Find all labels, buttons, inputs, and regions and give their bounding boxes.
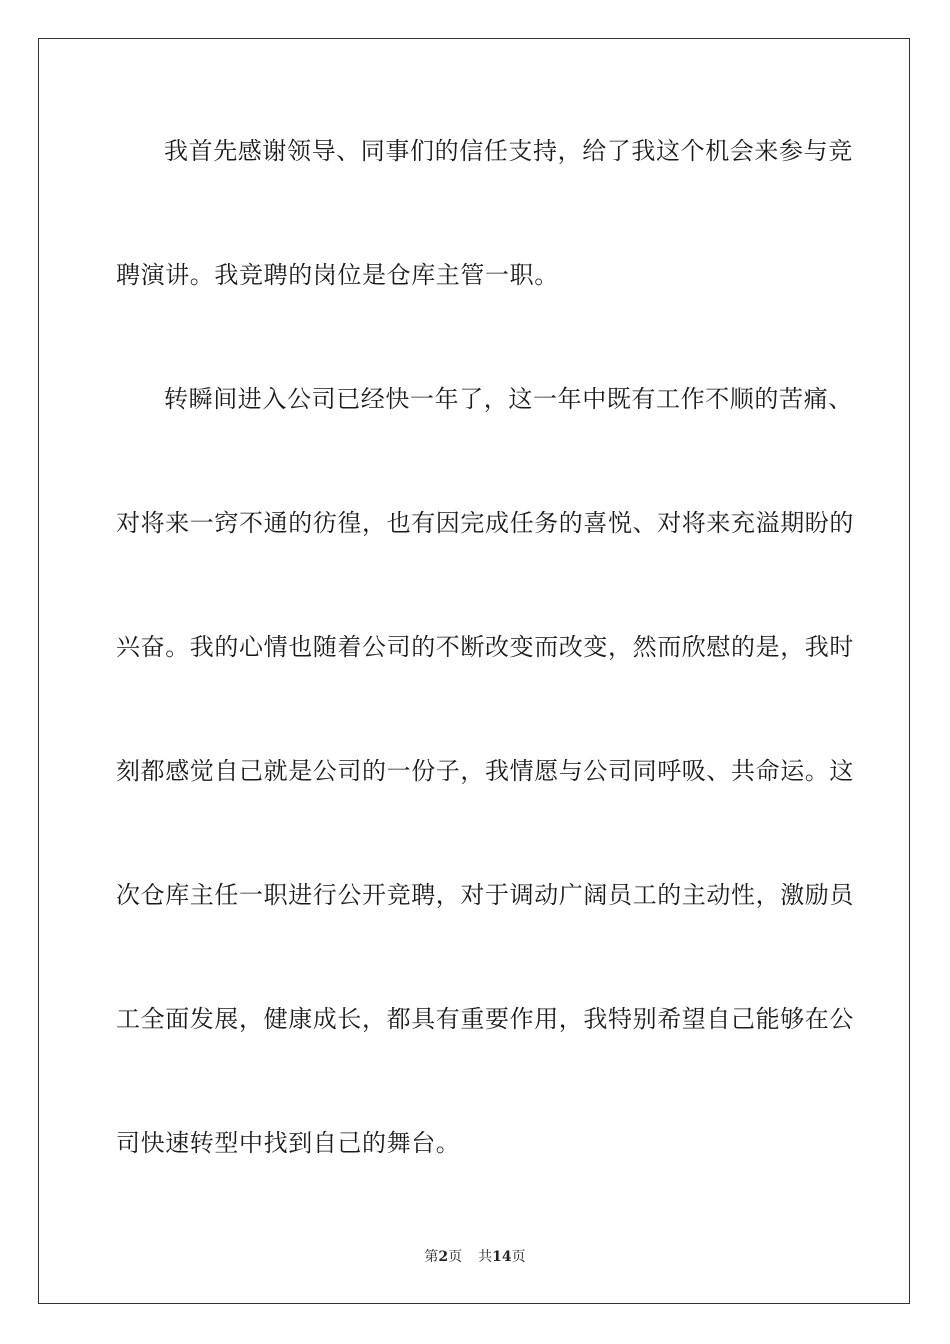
paragraph-2-line-4: 刻都感觉自己就是公司的一份子，我情愿与公司同呼吸、共命运。这 [116,757,854,785]
page-border [38,38,910,1304]
page-footer [0,1248,950,1266]
paragraph-2-line-5: 次仓库主任一职进行公开竞聘，对于调动广阔员工的主动性，激励员 [116,881,854,909]
paragraph-2-line-3: 兴奋。我的心情也随着公司的不断改变而改变，然而欣慰的是，我时 [116,633,854,661]
paragraph-1-line-1: 我首先感谢领导、同事们的信任支持，给了我这个机会来参与竞 [164,137,853,165]
total-prefix: 共 [478,1249,493,1265]
paragraph-2-line-7: 司快速转型中找到自己的舞台。 [116,1129,461,1157]
page-suffix: 页 [448,1249,463,1265]
paragraph-2-line-2: 对将来一窍不通的彷徨，也有因完成任务的喜悦、对将来充溢期盼的 [116,509,854,537]
total-suffix: 页 [511,1249,526,1265]
page-number: 2 [438,1249,449,1265]
paragraph-2-line-1: 转瞬间进入公司已经快一年了，这一年中既有工作不顺的苦痛、 [164,385,853,413]
paragraph-1-line-2: 聘演讲。我竞聘的岗位是仓库主管一职。 [116,261,559,289]
total-pages: 14 [492,1249,512,1265]
page-prefix: 第 [424,1249,439,1265]
paragraph-2-line-6: 工全面发展，健康成长，都具有重要作用，我特别希望自己能够在公 [116,1005,854,1033]
